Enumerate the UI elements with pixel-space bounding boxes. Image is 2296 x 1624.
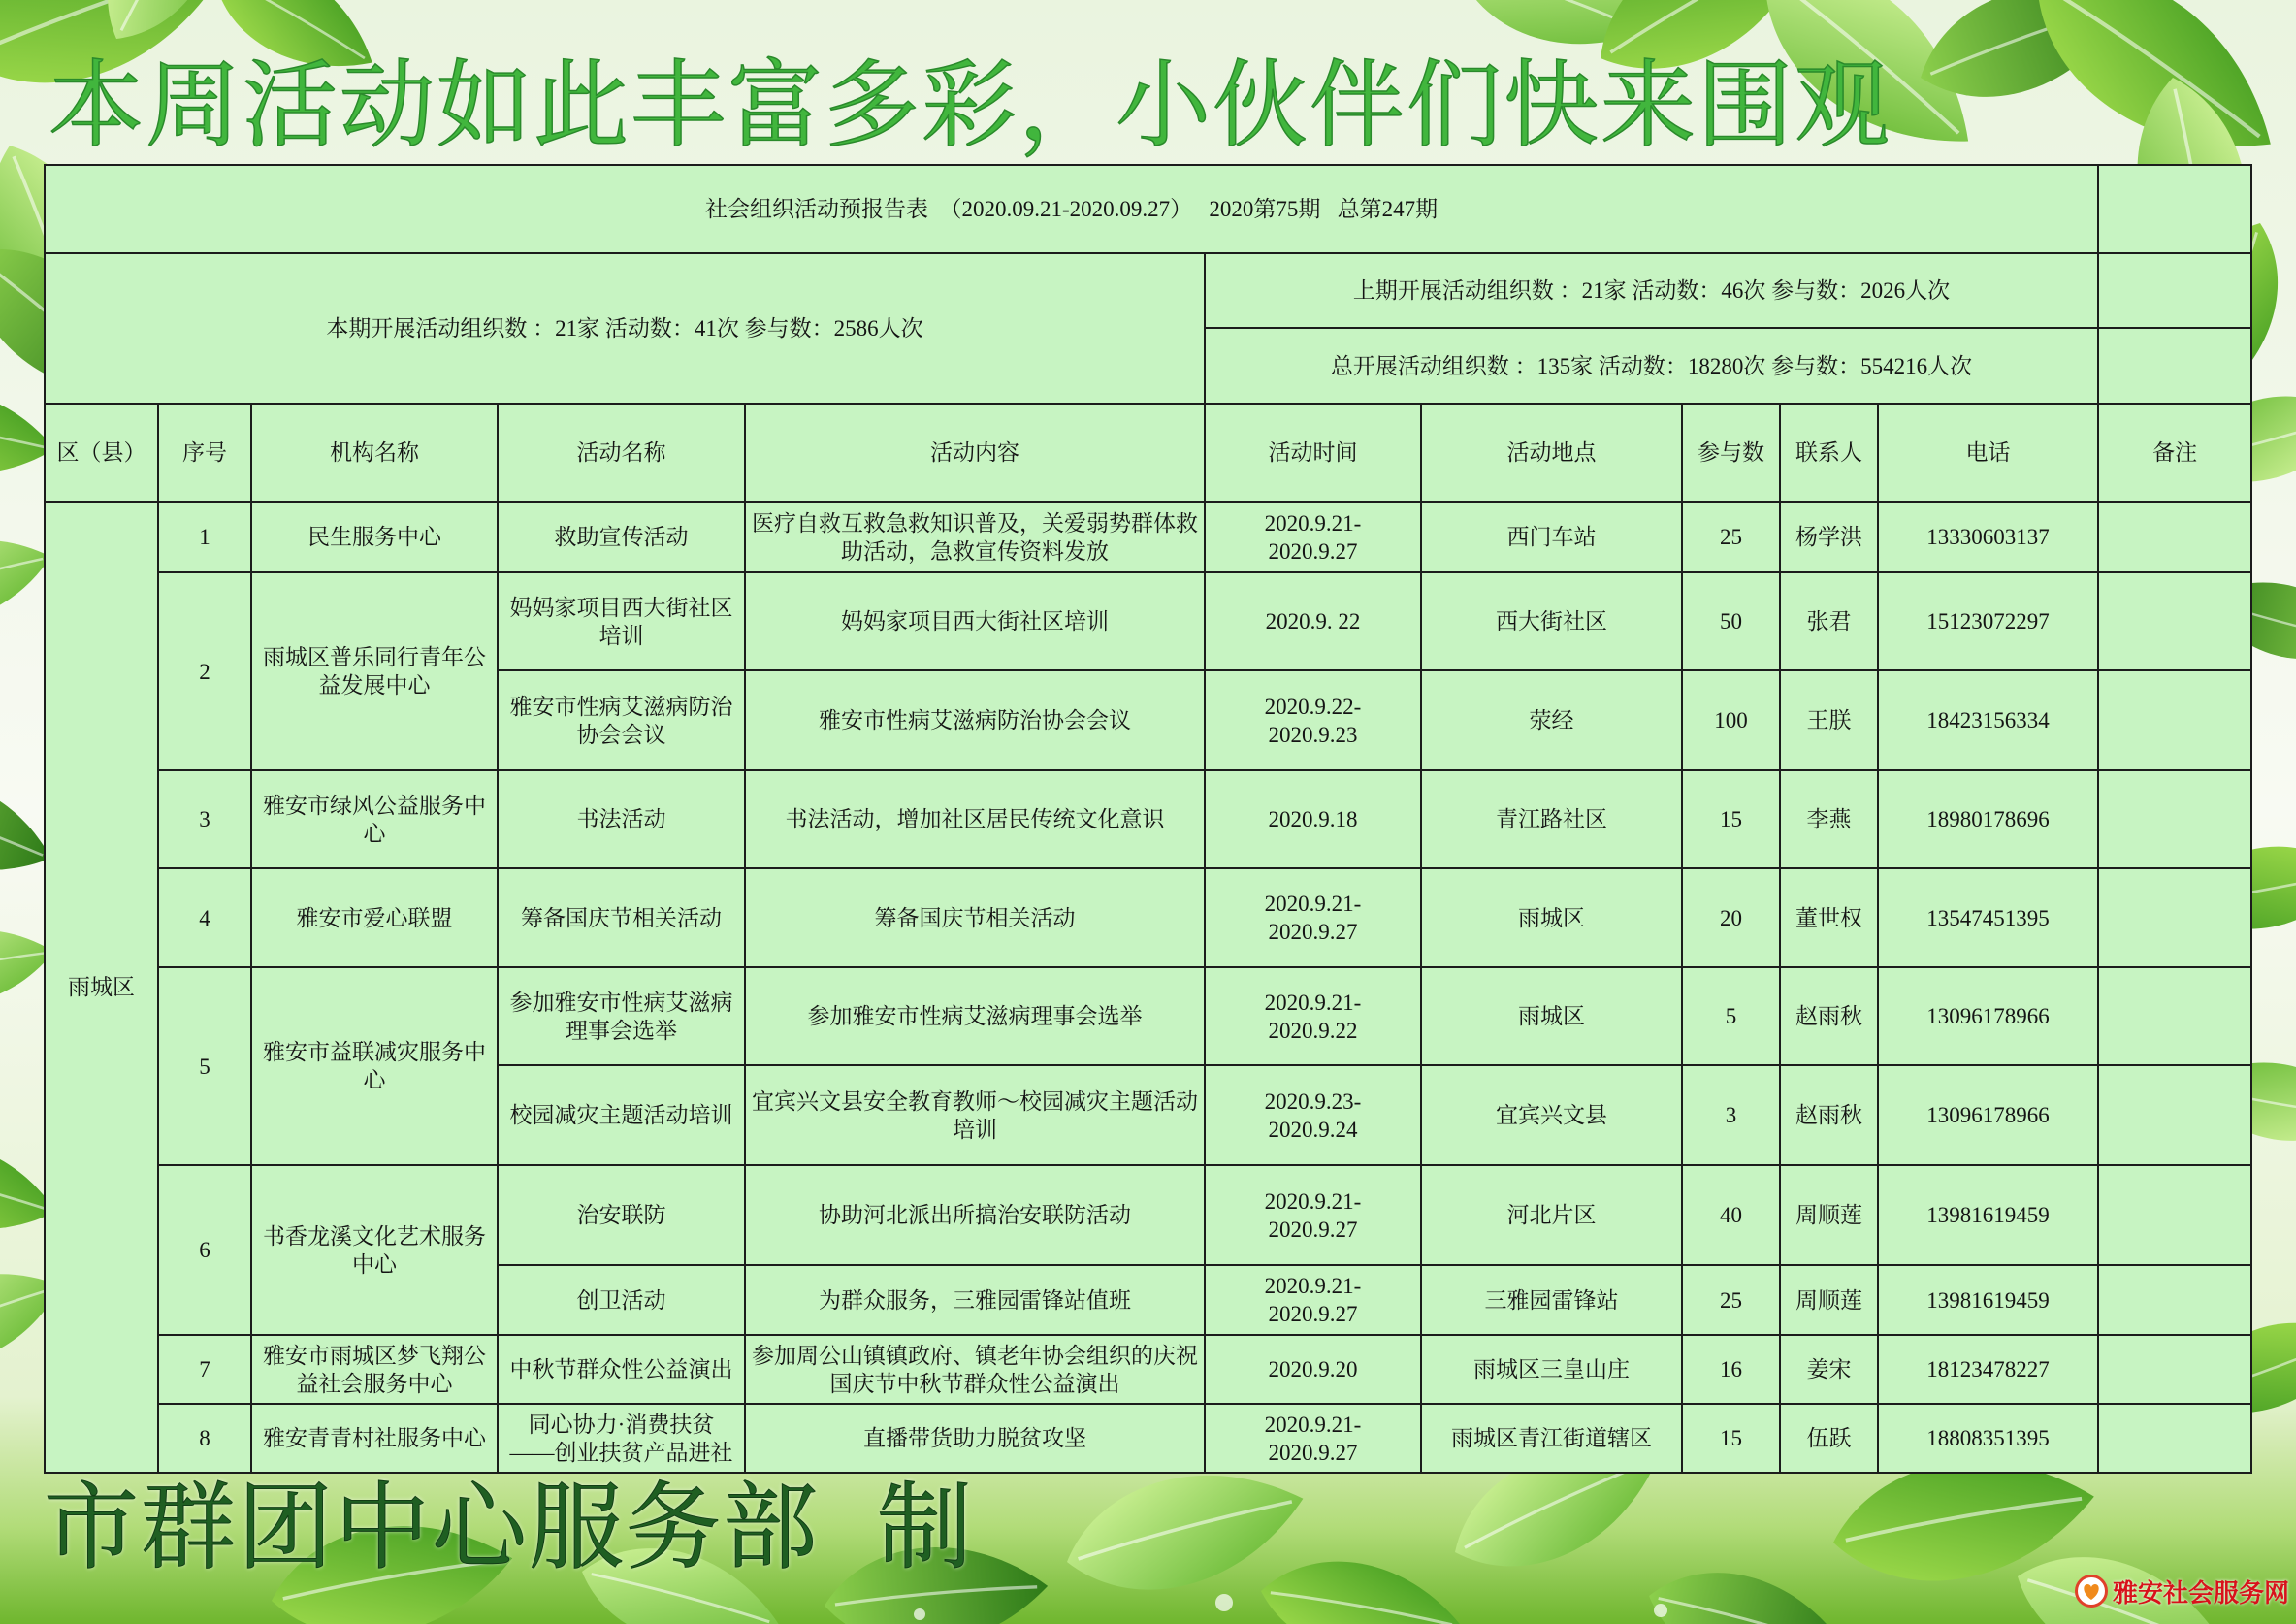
contact-cell: 姜宋 [1780, 1335, 1878, 1404]
contact-cell: 伍跃 [1780, 1404, 1878, 1473]
participants-cell: 100 [1682, 670, 1780, 770]
org-number-cell: 4 [158, 868, 251, 967]
activity-time-cell: 2020.9.21- 2020.9.22 [1205, 967, 1421, 1065]
column-header-contact: 联系人 [1780, 404, 1878, 502]
contact-cell: 张君 [1780, 572, 1878, 670]
activity-time-cell: 2020.9.23- 2020.9.24 [1205, 1065, 1421, 1165]
activity-content-cell: 书法活动，增加社区居民传统文化意识 [745, 770, 1205, 868]
activity-place-cell: 雨城区 [1421, 868, 1682, 967]
activity-place-cell: 雨城区 [1421, 967, 1682, 1065]
org-number-cell: 7 [158, 1335, 251, 1404]
previous-period-summary: 上期开展活动组织数 ：21家 活动数：46次 参与数：2026人次 [1205, 253, 2098, 328]
current-period-summary: 本期开展活动组织数 ：21家 活动数：41次 参与数：2586人次 [45, 253, 1205, 404]
activity-time-cell: 2020.9.21- 2020.9.27 [1205, 1404, 1421, 1473]
org-number-cell: 1 [158, 502, 251, 572]
column-header-activity-time: 活动时间 [1205, 404, 1421, 502]
phone-cell: 18423156334 [1878, 670, 2098, 770]
activity-name-cell: 雅安市性病艾滋病防治协会会议 [498, 670, 745, 770]
column-header-participants: 参与数 [1682, 404, 1780, 502]
org-name-cell: 雅安市绿风公益服务中心 [251, 770, 498, 868]
contact-cell: 李燕 [1780, 770, 1878, 868]
org-name-cell: 雅安市雨城区梦飞翔公益社会服务中心 [251, 1335, 498, 1404]
table-row [45, 1165, 2251, 1265]
watermark-text: 雅安社会服务网 [2113, 1577, 2290, 1608]
activity-name-cell: 妈妈家项目西大街社区培训 [498, 572, 745, 670]
dew-drop [1654, 1604, 1667, 1617]
activity-name-cell: 中秋节群众性公益演出 [498, 1335, 745, 1404]
remark-cell [2098, 770, 2251, 868]
site-watermark [2074, 1572, 2289, 1610]
header-row [45, 404, 2251, 502]
contact-cell: 周顺莲 [1780, 1165, 1878, 1265]
remark-cell [2098, 253, 2251, 328]
table-row [45, 1404, 2251, 1473]
activity-content-cell: 宜宾兴文县安全教育教师～校园减灾主题活动培训 [745, 1065, 1205, 1165]
org-name-cell: 雅安市益联减灾服务中心 [251, 967, 498, 1165]
table-row [45, 868, 2251, 967]
phone-cell: 13096178966 [1878, 1065, 2098, 1165]
participants-cell: 16 [1682, 1335, 1780, 1404]
activity-time-cell: 2020.9.21- 2020.9.27 [1205, 1265, 1421, 1335]
table-row [45, 967, 2251, 1065]
org-name-cell: 雅安市爱心联盟 [251, 868, 498, 967]
contact-cell: 董世权 [1780, 868, 1878, 967]
contact-cell: 杨学洪 [1780, 502, 1878, 572]
remark-cell [2098, 328, 2251, 404]
phone-cell: 13547451395 [1878, 868, 2098, 967]
phone-cell: 15123072297 [1878, 572, 2098, 670]
column-header-organization: 机构名称 [251, 404, 498, 502]
activity-name-cell: 治安联防 [498, 1165, 745, 1265]
activity-content-cell: 筹备国庆节相关活动 [745, 868, 1205, 967]
participants-cell: 25 [1682, 502, 1780, 572]
org-number-cell: 2 [158, 572, 251, 770]
column-header-phone: 电话 [1878, 404, 2098, 502]
table-row [45, 770, 2251, 868]
activity-time-cell: 2020.9. 22 [1205, 572, 1421, 670]
activity-report-table [44, 164, 2252, 1474]
remark-cell [2098, 165, 2251, 253]
activity-place-cell: 荥经 [1421, 670, 1682, 770]
remark-cell [2098, 1165, 2251, 1265]
org-number-cell: 8 [158, 1404, 251, 1473]
org-number-cell: 5 [158, 967, 251, 1165]
activity-content-cell: 参加雅安市性病艾滋病理事会选举 [745, 967, 1205, 1065]
remark-cell [2098, 868, 2251, 967]
remark-cell [2098, 1335, 2251, 1404]
participants-cell: 5 [1682, 967, 1780, 1065]
activity-name-cell: 创卫活动 [498, 1265, 745, 1335]
activity-place-cell: 雨城区青江街道辖区 [1421, 1404, 1682, 1473]
table-row [45, 502, 2251, 572]
total-summary: 总开展活动组织数 ：135家 活动数：18280次 参与数：554216人次 [1205, 328, 2098, 404]
participants-cell: 3 [1682, 1065, 1780, 1165]
table-row [45, 253, 2251, 328]
org-name-cell: 雅安青青村社服务中心 [251, 1404, 498, 1473]
remark-cell [2098, 967, 2251, 1065]
activity-time-cell: 2020.9.21- 2020.9.27 [1205, 1165, 1421, 1265]
activity-name-cell: 参加雅安市性病艾滋病理事会选举 [498, 967, 745, 1065]
report-title: 社会组织活动预报告表 （2020.09.21-2020.09.27） 2020第75期 总第247期 [45, 165, 2098, 253]
phone-cell: 13330603137 [1878, 502, 2098, 572]
dew-drop [1215, 1594, 1233, 1611]
activity-content-cell: 医疗自救互救急救知识普及，关爱弱势群体救助活动，急救宣传资料发放 [745, 502, 1205, 572]
contact-cell: 周顺莲 [1780, 1265, 1878, 1335]
activity-content-cell: 协助河北派出所搞治安联防活动 [745, 1165, 1205, 1265]
activity-place-cell: 西门车站 [1421, 502, 1682, 572]
activity-name-cell: 同心协力·消费扶贫 ——创业扶贫产品进社 [498, 1404, 745, 1473]
participants-cell: 50 [1682, 572, 1780, 670]
column-header-district: 区（县） [45, 404, 158, 502]
remark-cell [2098, 572, 2251, 670]
activity-content-cell: 妈妈家项目西大街社区培训 [745, 572, 1205, 670]
participants-cell: 15 [1682, 770, 1780, 868]
site-logo-icon [2074, 1574, 2109, 1608]
remark-cell [2098, 502, 2251, 572]
phone-cell: 13096178966 [1878, 967, 2098, 1065]
remark-cell [2098, 1404, 2251, 1473]
activity-place-cell: 雨城区三皇山庄 [1421, 1335, 1682, 1404]
activity-place-cell: 宜宾兴文县 [1421, 1065, 1682, 1165]
org-name-cell: 雨城区普乐同行青年公益发展中心 [251, 572, 498, 770]
activity-time-cell: 2020.9.21- 2020.9.27 [1205, 868, 1421, 967]
phone-cell: 18123478227 [1878, 1335, 2098, 1404]
contact-cell: 王朕 [1780, 670, 1878, 770]
participants-cell: 40 [1682, 1165, 1780, 1265]
activity-time-cell: 2020.9.18 [1205, 770, 1421, 868]
activity-content-cell: 为群众服务，三雅园雷锋站值班 [745, 1265, 1205, 1335]
remark-cell [2098, 1065, 2251, 1165]
footer-maker: 市群团中心服务部 制 [44, 1474, 975, 1580]
activity-time-cell: 2020.9.21- 2020.9.27 [1205, 502, 1421, 572]
table-row [45, 1335, 2251, 1404]
org-name-cell: 民生服务中心 [251, 502, 498, 572]
phone-cell: 13981619459 [1878, 1165, 2098, 1265]
column-header-number: 序号 [158, 404, 251, 502]
participants-cell: 25 [1682, 1265, 1780, 1335]
activity-content-cell: 直播带货助力脱贫攻坚 [745, 1404, 1205, 1473]
phone-cell: 13981619459 [1878, 1265, 2098, 1335]
activity-place-cell: 青江路社区 [1421, 770, 1682, 868]
activity-name-cell: 救助宣传活动 [498, 502, 745, 572]
activity-place-cell: 河北片区 [1421, 1165, 1682, 1265]
activity-name-cell: 校园减灾主题活动培训 [498, 1065, 745, 1165]
remark-cell [2098, 670, 2251, 770]
table-row [45, 572, 2251, 670]
activity-time-cell: 2020.9.20 [1205, 1335, 1421, 1404]
column-header-activity-content: 活动内容 [745, 404, 1205, 502]
table-row [45, 165, 2251, 253]
phone-cell: 18980178696 [1878, 770, 2098, 868]
org-number-cell: 6 [158, 1165, 251, 1335]
activity-content-cell: 参加周公山镇镇政府、镇老年协会组织的庆祝国庆节中秋节群众性公益演出 [745, 1335, 1205, 1404]
org-number-cell: 3 [158, 770, 251, 868]
activity-place-cell: 西大街社区 [1421, 572, 1682, 670]
contact-cell: 赵雨秋 [1780, 1065, 1878, 1165]
column-header-remark: 备注 [2098, 404, 2251, 502]
remark-cell [2098, 1265, 2251, 1335]
activity-time-cell: 2020.9.22- 2020.9.23 [1205, 670, 1421, 770]
activity-place-cell: 三雅园雷锋站 [1421, 1265, 1682, 1335]
phone-cell: 18808351395 [1878, 1404, 2098, 1473]
district-cell: 雨城区 [45, 502, 158, 1473]
headline: 本周活动如此丰富多彩，小伙伴们快来围观 [49, 51, 1892, 158]
participants-cell: 20 [1682, 868, 1780, 967]
activity-name-cell: 筹备国庆节相关活动 [498, 868, 745, 967]
participants-cell: 15 [1682, 1404, 1780, 1473]
contact-cell: 赵雨秋 [1780, 967, 1878, 1065]
dew-drop [914, 1608, 925, 1620]
column-header-activity-place: 活动地点 [1421, 404, 1682, 502]
activity-name-cell: 书法活动 [498, 770, 745, 868]
activity-content-cell: 雅安市性病艾滋病防治协会会议 [745, 670, 1205, 770]
column-header-activity-name: 活动名称 [498, 404, 745, 502]
org-name-cell: 书香龙溪文化艺术服务中心 [251, 1165, 498, 1335]
